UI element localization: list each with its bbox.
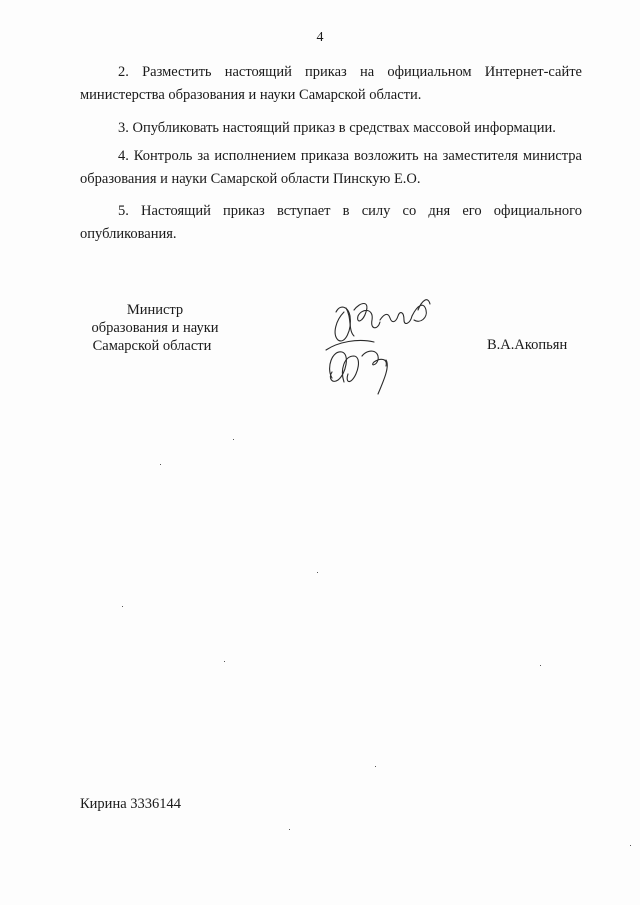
signatory-title-line-2: образования и науки — [91, 320, 219, 336]
scan-speck — [540, 665, 541, 666]
paragraph-2-line-1: 2. Разместить настоящий приказ на официальном Интернет-сайте — [118, 64, 582, 80]
executor-contact: Кирина 3336144 — [80, 796, 182, 812]
handwritten-signature — [318, 290, 438, 400]
paragraph-4 — [80, 145, 582, 191]
signatory-title-line-1: Министр — [126, 302, 184, 318]
signatory-title — [75, 301, 235, 355]
paragraph-5-line-1: 5. Настоящий приказ вступает в силу со дня его официального — [118, 203, 582, 219]
scan-speck — [317, 572, 318, 573]
signatory-name: В.А.Акопьян — [487, 337, 568, 353]
scan-speck — [289, 829, 290, 830]
paragraph-4-line-1: 4. Контроль за исполнением приказа возложить на заместителя министра — [118, 148, 582, 164]
paragraph-2-line-2: министерства образования и науки Самарской области. — [80, 87, 422, 103]
paragraph-5 — [80, 200, 582, 246]
scan-speck — [224, 661, 225, 662]
paragraph-5-line-2: опубликования. — [80, 226, 177, 242]
signatory-title-line-3: Самарской области — [92, 338, 212, 354]
scan-speck — [122, 606, 123, 607]
paragraph-2 — [80, 61, 582, 107]
scan-speck — [160, 464, 161, 465]
scan-speck — [375, 766, 376, 767]
paragraph-4-line-2: образования и науки Самарской области Пинскую Е.О. — [80, 171, 421, 187]
scan-speck — [233, 439, 234, 440]
page-number: 4 — [316, 30, 324, 45]
scan-speck — [630, 845, 631, 846]
paragraph-3: 3. Опубликовать настоящий приказ в средствах массовой информации. — [118, 120, 556, 136]
